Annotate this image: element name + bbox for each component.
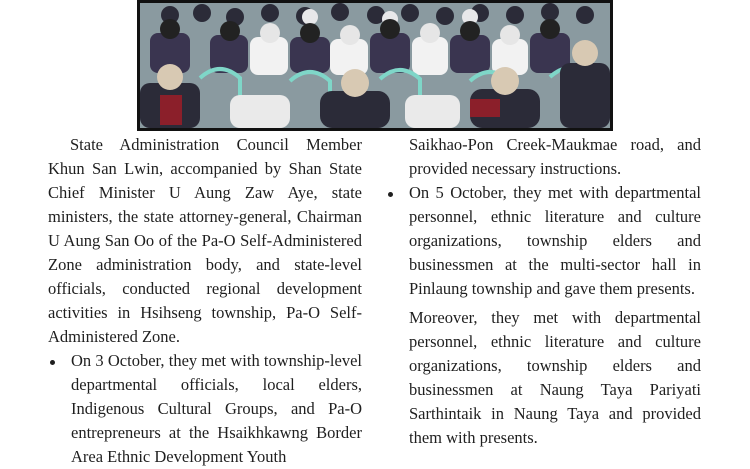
bullet-5-october-text: On 5 October, they met with departmental personnel, ethnic literature and culture organizations, township elders and businessmen at the multi-sector hall in Pinlaung township and gave them presents. — [409, 183, 701, 298]
left-column — [48, 133, 362, 469]
bullet-3-october — [48, 349, 362, 469]
right-column — [386, 133, 701, 450]
bullet-dot-icon — [388, 192, 393, 197]
bullet-5-october — [386, 181, 701, 301]
bullet-3-october-text: On 3 October, they met with township-level departmental officials, local elders, Indigenous Cultural Groups, and Pa-O entrepreneurs at the Hsaikhkawng Border Area Ethnic Development Youth — [71, 351, 362, 466]
intro-paragraph: State Administration Council Member Khun San Lwin, accompanied by Shan State Chief Minister U Aung Zaw Aye, state ministers, the state attorney-general, Chairman U Aung San Oo of the Pa-O Self-Administered Zone administration body, and state-level officials, conducted regional development activities in Hsihseng township, Pa-O Self-Administered Zone. — [48, 135, 362, 346]
continuation-text: Saikhao-Pon Creek-Maukmae road, and provided necessary instructions. — [409, 135, 701, 178]
meeting-photo — [137, 0, 613, 131]
bullet-dot-icon — [50, 360, 55, 365]
moreover-paragraph: Moreover, they met with departmental personnel, ethnic literature and culture organizations, township elders and businessmen at Naung Taya Pariyati Sarthintaik in Naung Taya and provided them with presents. — [409, 308, 701, 447]
audience-illustration — [140, 3, 610, 128]
